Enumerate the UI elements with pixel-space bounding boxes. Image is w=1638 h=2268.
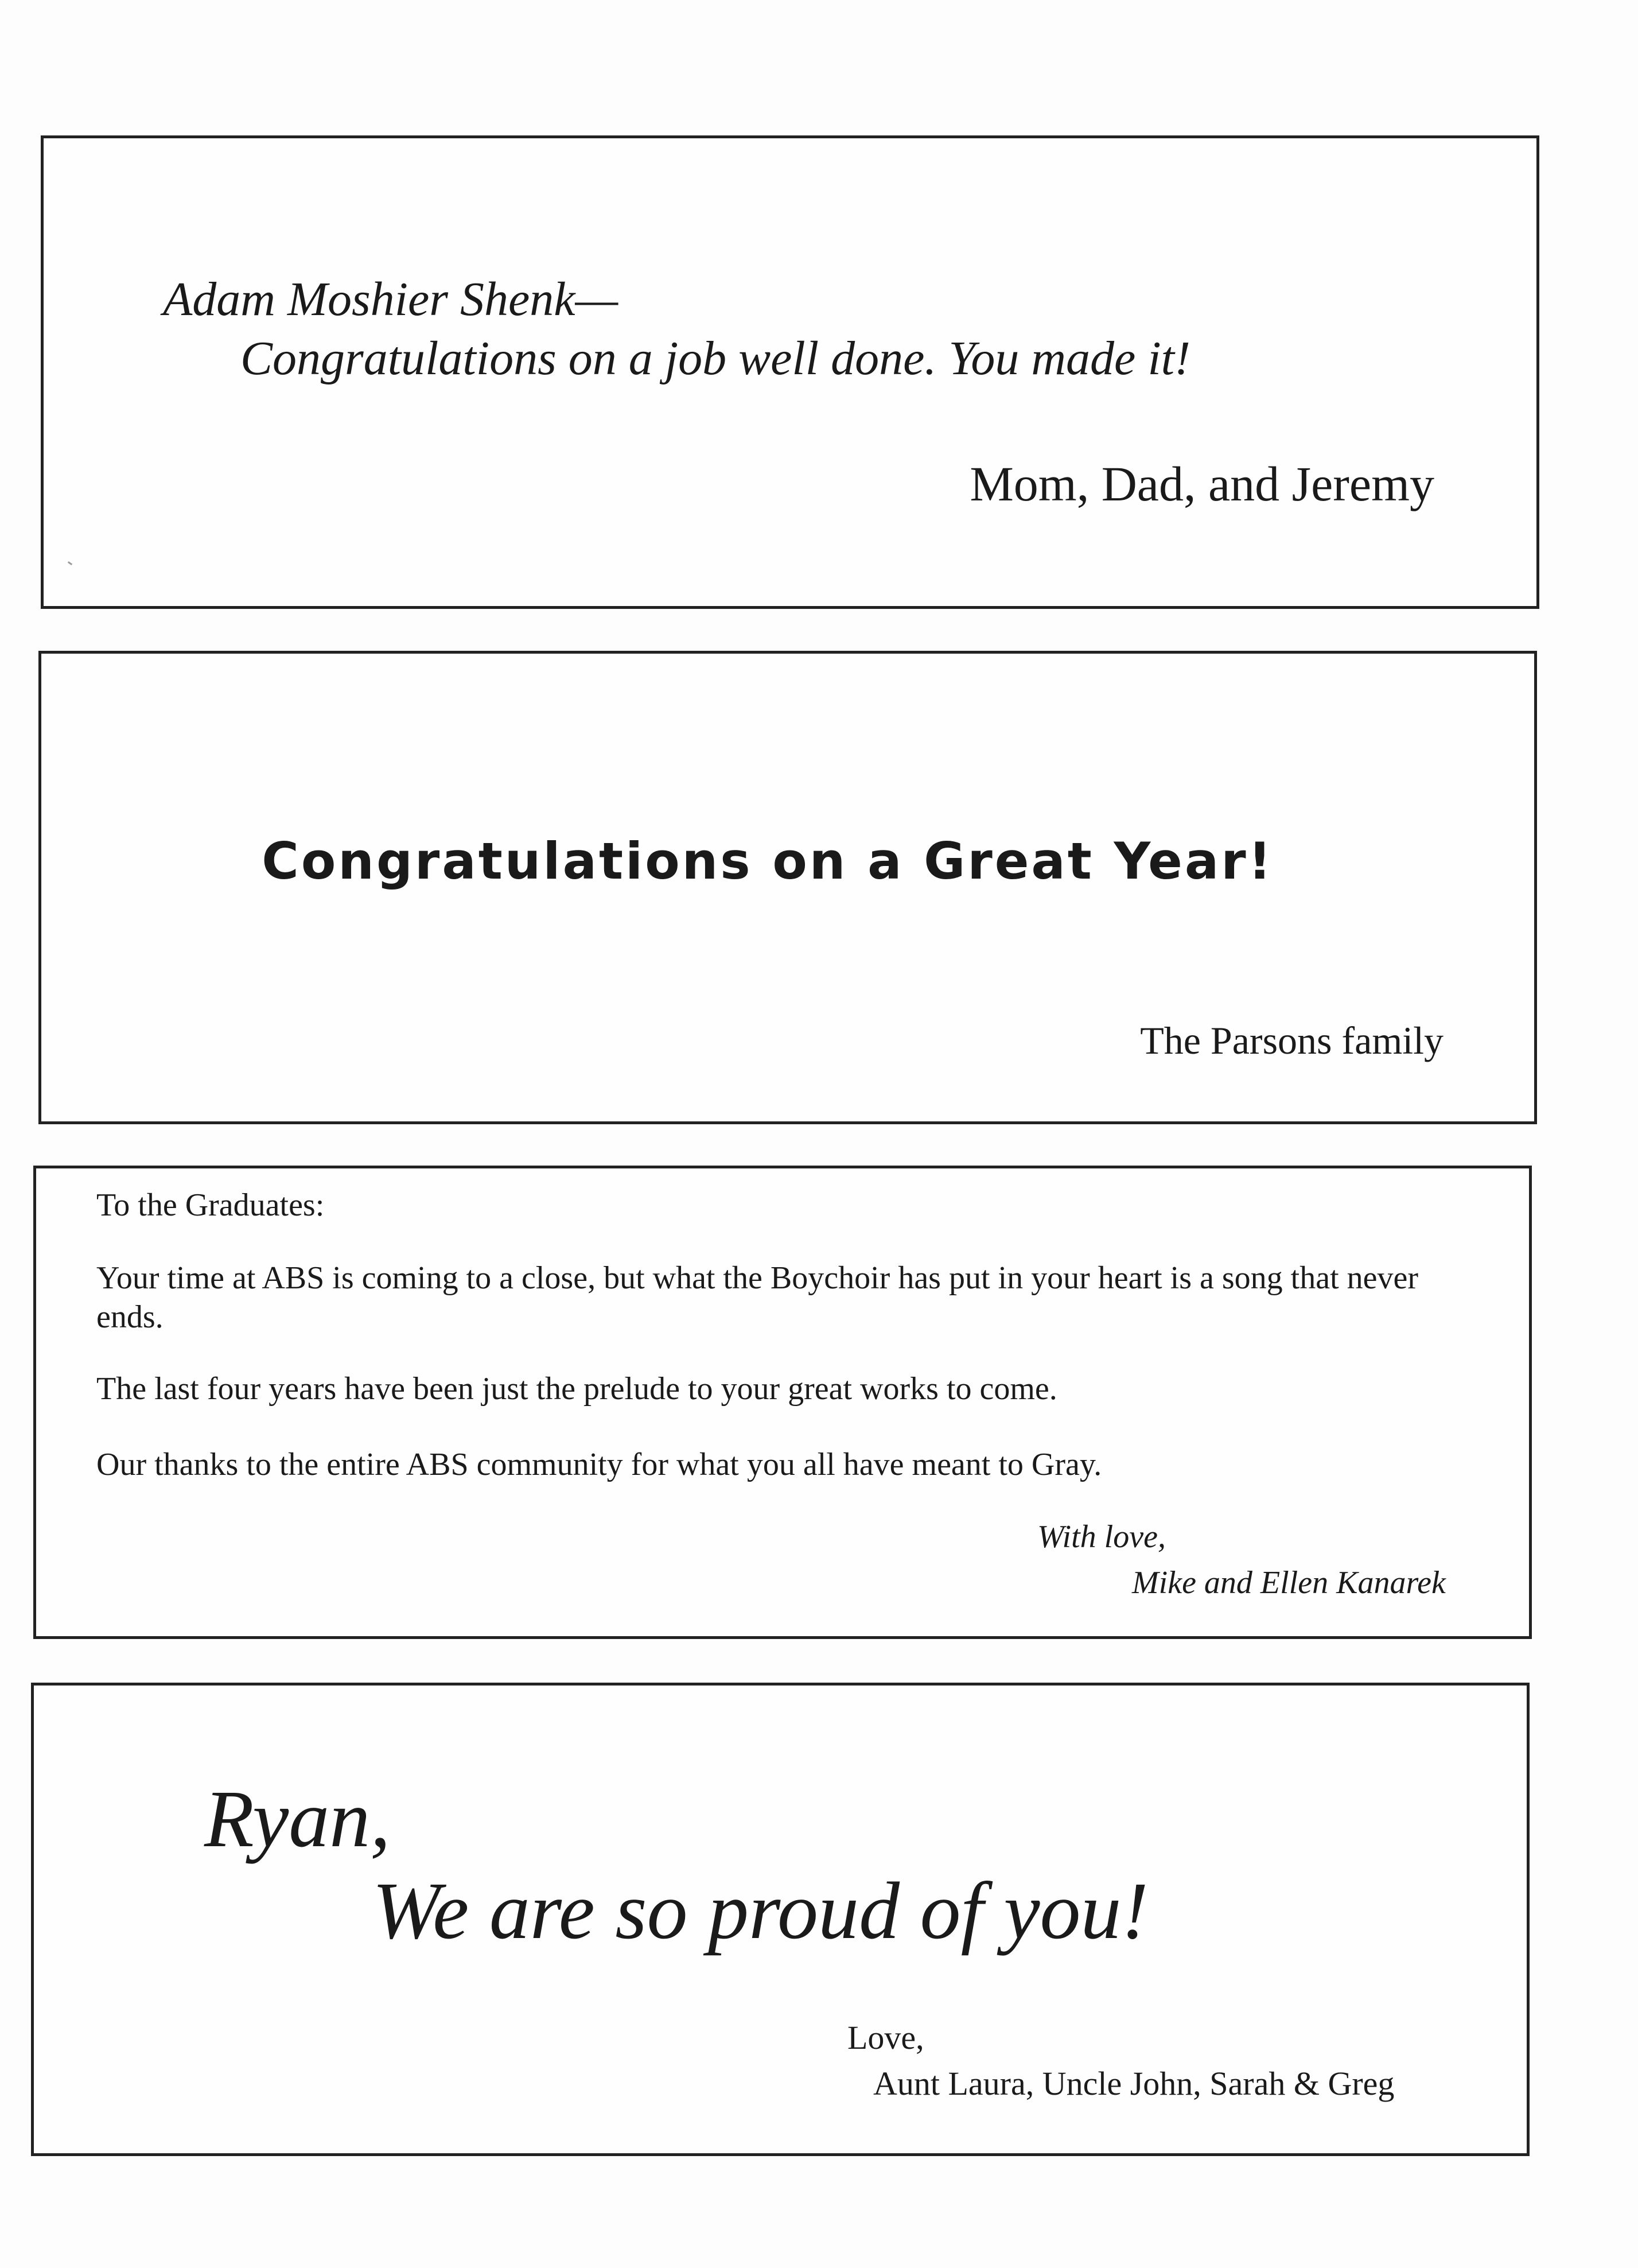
ad-parsons-signature: The Parsons family: [1140, 1019, 1444, 1062]
ad-parsons: [38, 651, 1537, 1124]
ad-ryan-signature: Aunt Laura, Uncle John, Sarah & Greg: [873, 2065, 1395, 2102]
ad-adam-signature: Mom, Dad, and Jeremy: [970, 456, 1434, 511]
ad-kanarek-paragraph-2: The last four years have been just the prelude to your great works to come.: [96, 1371, 1057, 1407]
ad-adam-shenk: [41, 135, 1539, 609]
ad-ryan-message: We are so proud of you!: [372, 1865, 1149, 1956]
ad-kanarek-closing: With love,: [1037, 1519, 1166, 1555]
ad-parsons-headline: Congratulations on a Great Year!: [262, 832, 1274, 891]
ad-kanarek: [33, 1166, 1532, 1639]
ad-kanarek-paragraph-3: Our thanks to the entire ABS community for what you all have meant to Gray.: [96, 1447, 1102, 1482]
ad-adam-greeting: Adam Moshier Shenk—: [163, 273, 618, 326]
ad-ryan-greeting: Ryan,: [204, 1773, 391, 1864]
ad-kanarek-paragraph-1: Your time at ABS is coming to a close, but what the Boychoir has put in your heart is a song that never ends.: [96, 1260, 1418, 1335]
ad-kanarek-signature: Mike and Ellen Kanarek: [1132, 1565, 1446, 1601]
ad-ryan-closing: Love,: [847, 2019, 924, 2056]
ad-kanarek-salutation: To the Graduates:: [96, 1187, 325, 1223]
ad-ryan: [31, 1683, 1530, 2156]
ad-adam-message: Congratulations on a job well done. You made it!: [240, 332, 1190, 385]
